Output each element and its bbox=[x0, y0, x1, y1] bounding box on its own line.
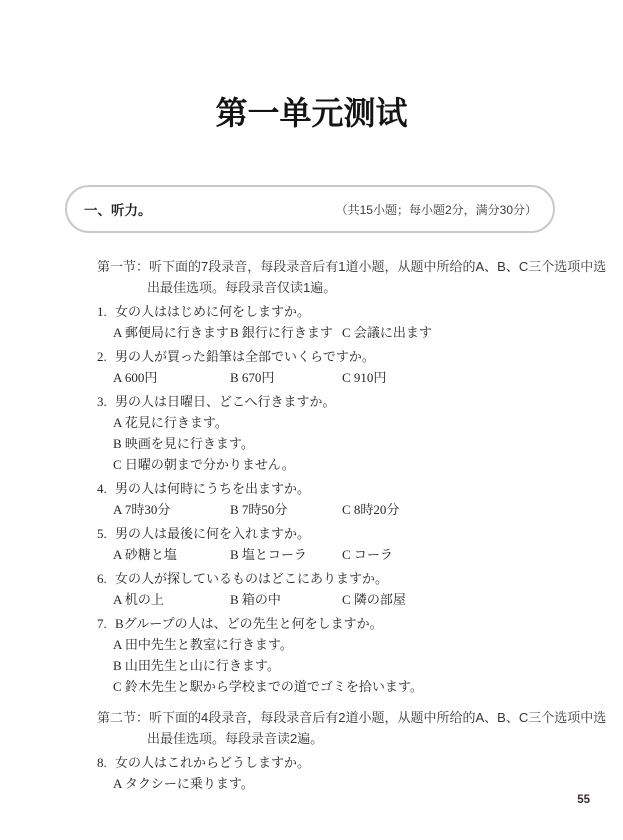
question-number: 2. bbox=[97, 349, 107, 364]
question-stem-line bbox=[97, 568, 597, 589]
option-a: A 郵便局に行きます bbox=[113, 325, 229, 340]
section-header-box bbox=[65, 185, 555, 233]
question-stem-line bbox=[97, 346, 597, 367]
option-c: C 会議に出ます bbox=[342, 325, 432, 340]
option-b: B 銀行に行きます bbox=[230, 325, 333, 340]
question-stem-line bbox=[97, 478, 597, 499]
question-stem: 男の人は最後に何を入れますか。 bbox=[115, 526, 311, 541]
part2-instructions bbox=[97, 707, 607, 749]
question-number: 1. bbox=[97, 304, 107, 319]
options-row bbox=[97, 589, 597, 610]
option-c: C 日曜の朝まで分かりません。 bbox=[113, 457, 295, 472]
instruction-line-1 bbox=[97, 256, 607, 277]
part1-instructions bbox=[97, 256, 607, 298]
question-number: 8. bbox=[97, 755, 107, 770]
question-1 bbox=[97, 301, 597, 343]
instruction-line-2: 出最佳选项。每段录音仅读1遍。 bbox=[147, 280, 337, 295]
question-stem: 女の人ははじめに何をしますか。 bbox=[115, 304, 311, 319]
question-4 bbox=[97, 478, 597, 520]
question-stem: 女の人が探しているものはどこにありますか。 bbox=[115, 571, 389, 586]
test-content bbox=[97, 256, 607, 794]
instruction-text: 听下面的4段录音，每段录音后有2道小题，从题中所给的A、B、C三个选项中选 bbox=[149, 710, 607, 725]
question-stem-line bbox=[97, 391, 597, 412]
option-b: B 塩とコーラ bbox=[230, 547, 307, 562]
question-number: 5. bbox=[97, 526, 107, 541]
question-7 bbox=[97, 613, 597, 697]
instruction-text: 听下面的7段录音，每段录音后有1道小题，从题中所给的A、B、C三个选项中选 bbox=[149, 259, 607, 274]
question-stem: 女の人はこれからどうしますか。 bbox=[115, 755, 311, 770]
option-c: C 鈴木先生と駅から学校までの道でゴミを拾います。 bbox=[113, 679, 423, 694]
question-stem-line bbox=[97, 301, 597, 322]
question-number: 6. bbox=[97, 571, 107, 586]
page-number: 55 bbox=[577, 794, 590, 806]
instruction-label: 第二节： bbox=[97, 710, 150, 725]
question-number: 7. bbox=[97, 616, 107, 631]
option-c: C 隣の部屋 bbox=[342, 592, 406, 607]
question-5 bbox=[97, 523, 597, 565]
question-stem: 男の人が買った鉛筆は全部でいくらですか。 bbox=[115, 349, 375, 364]
option-a: A 600円 bbox=[113, 370, 158, 385]
instruction-label: 第一节： bbox=[97, 259, 150, 274]
option-b: B 7時50分 bbox=[230, 502, 288, 517]
question-number: 4. bbox=[97, 481, 107, 496]
page-title: 第一单元测试 bbox=[215, 95, 408, 131]
question-number: 3. bbox=[97, 394, 107, 409]
option-c: C 910円 bbox=[342, 370, 387, 385]
option-a: A 田中先生と教室に行きます。 bbox=[113, 637, 293, 652]
question-8 bbox=[97, 752, 597, 794]
options-row bbox=[97, 367, 597, 388]
option-b: B 670円 bbox=[230, 370, 275, 385]
option-c: C 8時20分 bbox=[342, 502, 400, 517]
question-2 bbox=[97, 346, 597, 388]
question-stem: 男の人は何時にうちを出ますか。 bbox=[115, 481, 311, 496]
option-a: A タクシーに乗ります。 bbox=[113, 776, 254, 791]
option-b: B 箱の中 bbox=[230, 592, 281, 607]
question-stem: Bグループの人は、どの先生と何をしますか。 bbox=[115, 616, 383, 631]
option-b: B 山田先生と山に行きます。 bbox=[113, 658, 280, 673]
options-row bbox=[97, 499, 597, 520]
option-a: A 花見に行きます。 bbox=[113, 415, 228, 430]
section-points: （共15小题；每小题2分，满分30分） bbox=[335, 202, 537, 217]
question-3 bbox=[97, 391, 597, 475]
option-c: C コーラ bbox=[342, 547, 393, 562]
question-stem-line bbox=[97, 613, 597, 634]
instruction-line-2: 出最佳选项。每段录音读2遍。 bbox=[147, 731, 324, 746]
option-a: A 机の上 bbox=[113, 592, 164, 607]
option-b: B 映画を見に行きます。 bbox=[113, 436, 254, 451]
option-a: A 砂糖と塩 bbox=[113, 547, 177, 562]
question-6 bbox=[97, 568, 597, 610]
instruction-line-1 bbox=[97, 707, 607, 728]
section-heading: 一、听力。 bbox=[84, 203, 152, 218]
question-stem-line bbox=[97, 523, 597, 544]
option-a: A 7時30分 bbox=[113, 502, 171, 517]
question-stem: 男の人は日曜日、どこへ行きますか。 bbox=[115, 394, 336, 409]
options-row bbox=[97, 544, 597, 565]
options-row bbox=[97, 322, 597, 343]
question-stem-line bbox=[97, 752, 597, 773]
